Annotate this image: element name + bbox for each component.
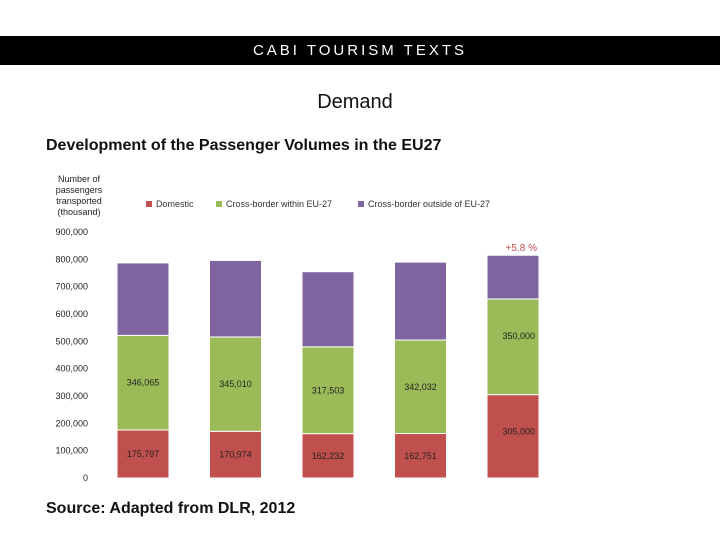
y-tick-label: 900,000 xyxy=(55,227,88,237)
y-tick-label: 300,000 xyxy=(55,391,88,401)
data-label: 162,751 xyxy=(404,450,437,461)
legend-label-domestic: Domestic xyxy=(156,199,194,209)
bar-segment xyxy=(487,299,539,395)
chart-title: Development of the Passenger Volumes in the EU27 xyxy=(46,137,442,154)
annotation-label: +5.8 % xyxy=(505,243,537,255)
y-tick-label: 800,000 xyxy=(55,254,88,265)
bar-segment xyxy=(395,262,447,340)
bar-segment xyxy=(117,263,169,335)
banner: CABI TOURISM TEXTS xyxy=(0,36,720,65)
data-label: 346,065 xyxy=(126,377,160,388)
source-note: Source: Adapted from DLR, 2012 xyxy=(46,500,296,517)
y-tick-label: 200,000 xyxy=(55,418,88,429)
bar-segment xyxy=(210,260,262,337)
y-tick-label: 700,000 xyxy=(55,281,88,292)
page-title: Demand xyxy=(317,91,393,113)
data-label: 162,232 xyxy=(311,450,345,461)
data-label: 175,797 xyxy=(126,448,160,459)
data-label: 342,032 xyxy=(404,381,437,392)
data-label: 317,503 xyxy=(311,385,345,396)
y-tick-label: 400,000 xyxy=(55,363,88,374)
data-label: 350,000 xyxy=(502,330,535,341)
y-tick-label: 100,000 xyxy=(55,445,88,456)
y-axis-label: Number of passengers transported (thousand) xyxy=(55,174,103,217)
data-label: 305,000 xyxy=(502,426,535,437)
data-label: 345,010 xyxy=(219,379,252,390)
bar-segment xyxy=(487,255,539,299)
legend-label-cross-border-within: Cross-border within EU-27 xyxy=(226,199,333,209)
y-tick-label: 0 xyxy=(82,473,88,483)
legend-label-cross-border-outside: Cross-border outside of EU-27 xyxy=(368,199,491,209)
y-tick-label: 500,000 xyxy=(55,336,88,347)
y-tick-label: 600,000 xyxy=(55,309,88,319)
bar-segment xyxy=(302,272,354,347)
data-label: 170,974 xyxy=(219,449,252,460)
